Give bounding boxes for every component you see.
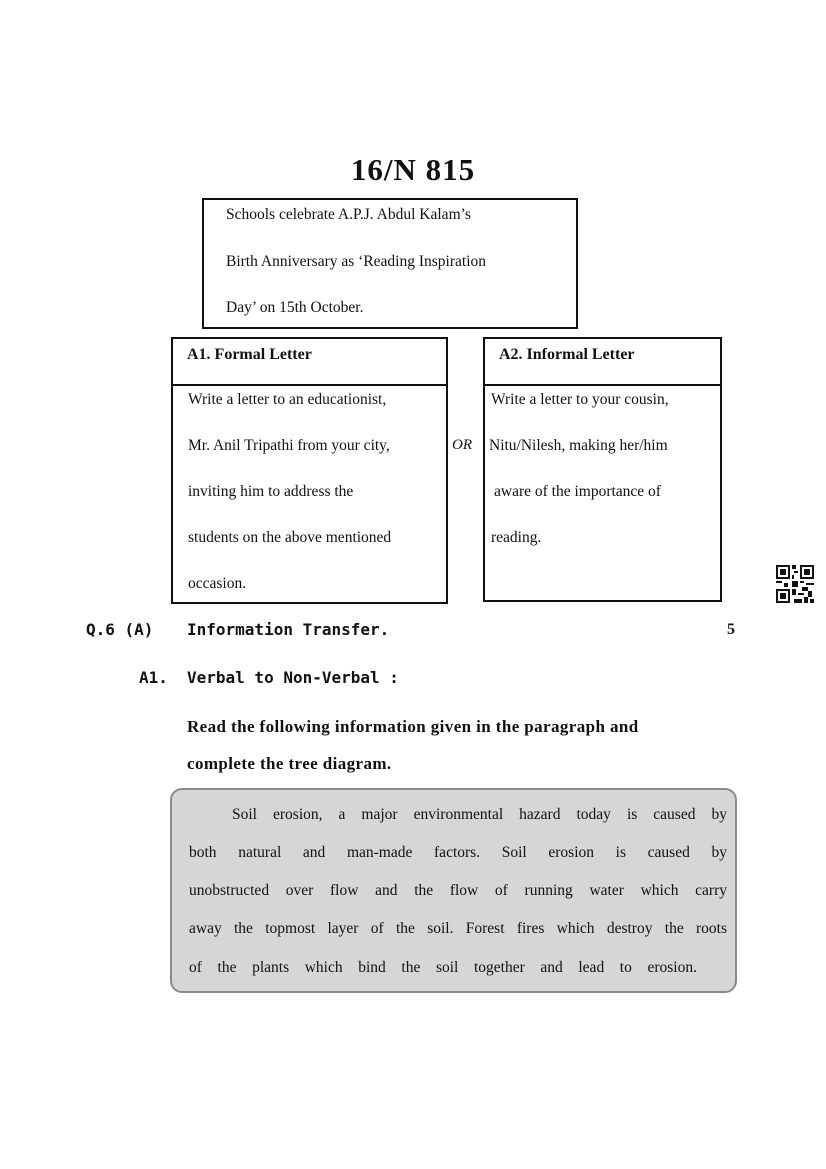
passage-line: away the topmost layer of the soil. Forest fires which destroy the roots: [189, 920, 727, 937]
question-marks: 5: [727, 621, 735, 638]
formal-letter-heading: A1. Formal Letter: [187, 346, 312, 363]
instruction-line: complete the tree diagram.: [187, 754, 392, 773]
passage-box: [170, 788, 737, 993]
formal-letter-line: inviting him to address the: [188, 483, 354, 500]
document-code: 16/N 815: [350, 152, 476, 187]
formal-letter-box: [171, 337, 448, 604]
subquestion-label: A1.: [139, 668, 168, 687]
informal-letter-heading: A2. Informal Letter: [499, 346, 635, 363]
informal-letter-line: reading.: [491, 529, 542, 546]
notice-line: Day’ on 15th October.: [226, 299, 364, 316]
informal-letter-heading-cell: [485, 339, 720, 386]
question-label: Q.6 (A): [86, 620, 154, 639]
passage-line: unobstructed over flow and the flow of running water which carry: [189, 882, 727, 899]
passage-line: Soil erosion, a major environmental hazard today is caused by: [232, 806, 727, 823]
informal-letter-box: [483, 337, 722, 602]
informal-letter-line: Write a letter to your cousin,: [491, 391, 669, 408]
passage-line: of the plants which bind the soil together and lead to erosion.: [189, 959, 697, 976]
informal-letter-line: aware of the importance of: [494, 483, 661, 500]
formal-letter-heading-cell: [173, 339, 446, 386]
passage-line: both natural and man-made factors. Soil erosion is caused by: [189, 844, 727, 861]
subquestion-title: Verbal to Non-Verbal :: [187, 668, 399, 687]
formal-letter-line: Mr. Anil Tripathi from your city,: [188, 437, 390, 454]
informal-letter-line: Nitu/Nilesh, making her/him: [489, 437, 668, 454]
notice-line: Birth Anniversary as ‘Reading Inspiration: [226, 253, 487, 270]
formal-letter-line: students on the above mentioned: [188, 529, 392, 546]
instruction-line: Read the following information given in the paragraph and: [187, 717, 639, 736]
formal-letter-line: occasion.: [188, 575, 247, 592]
formal-letter-line: Write a letter to an educationist,: [188, 391, 387, 408]
notice-box: [202, 198, 578, 329]
notice-line: Schools celebrate A.P.J. Abdul Kalam’s: [226, 206, 471, 223]
qr-code-icon: [776, 565, 814, 603]
or-separator: OR: [452, 437, 472, 453]
question-title: Information Transfer.: [187, 620, 390, 639]
